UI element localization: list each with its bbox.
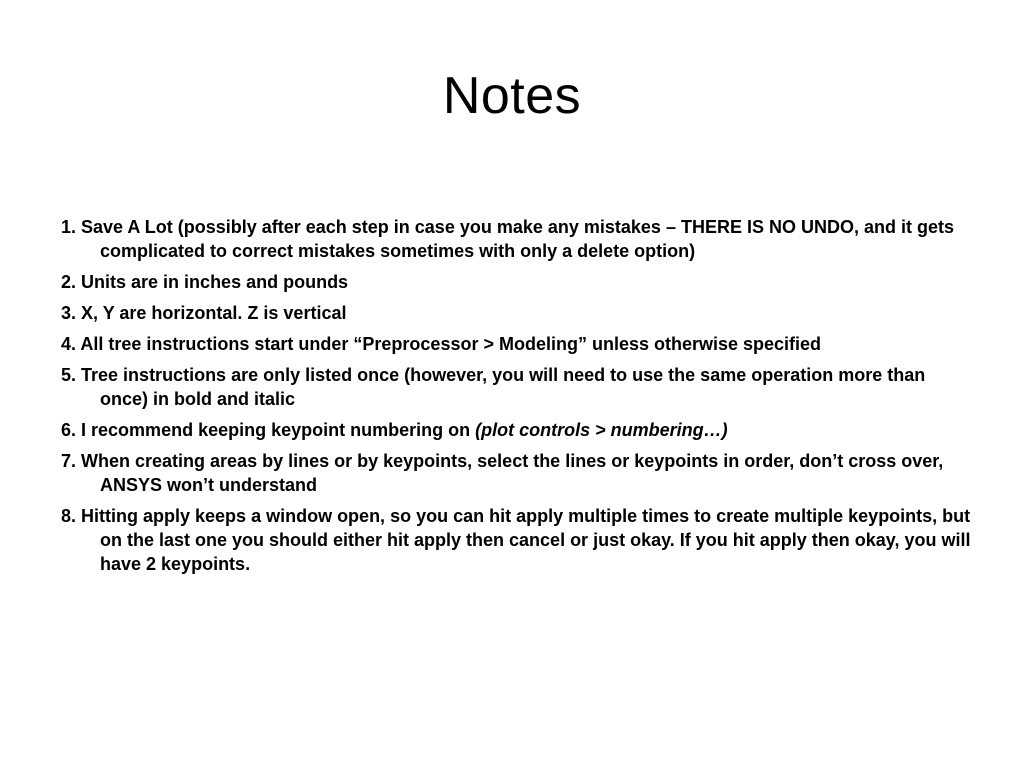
slide-title: Notes <box>442 67 582 125</box>
note-text: All tree instructions start under “Preprocessor > Modeling” unless otherwise specified <box>80 334 822 354</box>
note-number: 4. <box>61 334 77 354</box>
note-number: 8. <box>61 506 77 526</box>
note-text: Hitting apply keeps a window open, so you can hit apply multiple times to create multiple keypoints, but on the last one you should either hit apply then cancel or just okay. If you hit apply then okay, you will have 2 keypoints. <box>81 506 971 574</box>
note-item-1 <box>61 215 976 263</box>
note-text: X, Y are horizontal. Z is vertical <box>81 303 347 323</box>
note-item-5 <box>61 363 976 411</box>
note-number: 1. <box>61 217 77 237</box>
note-number: 6. <box>61 420 77 440</box>
note-item-3 <box>61 301 976 325</box>
note-item-7 <box>61 449 976 497</box>
note-item-4 <box>61 332 976 356</box>
note-number: 2. <box>61 272 77 292</box>
note-text: I recommend keeping keypoint numbering on <box>81 420 476 440</box>
note-item-2 <box>61 270 976 294</box>
note-item-6 <box>61 418 976 442</box>
note-text: Tree instructions are only listed once (however, you will need to use the same operation more than once) in bold and italic <box>81 365 926 409</box>
note-number: 7. <box>61 451 77 471</box>
notes-list <box>61 215 976 583</box>
note-number: 5. <box>61 365 77 385</box>
note-text: Save A Lot (possibly after each step in case you make any mistakes – THERE IS NO UNDO, and it gets complicated to correct mistakes sometimes with only a delete option) <box>81 217 954 261</box>
note-text: When creating areas by lines or by keypoints, select the lines or keypoints in order, don’t cross over, ANSYS won’t understand <box>81 451 944 495</box>
note-number: 3. <box>61 303 77 323</box>
note-text: Units are in inches and pounds <box>81 272 349 292</box>
note-italic-text: (plot controls > numbering…) <box>475 420 728 440</box>
note-item-8 <box>61 504 976 576</box>
